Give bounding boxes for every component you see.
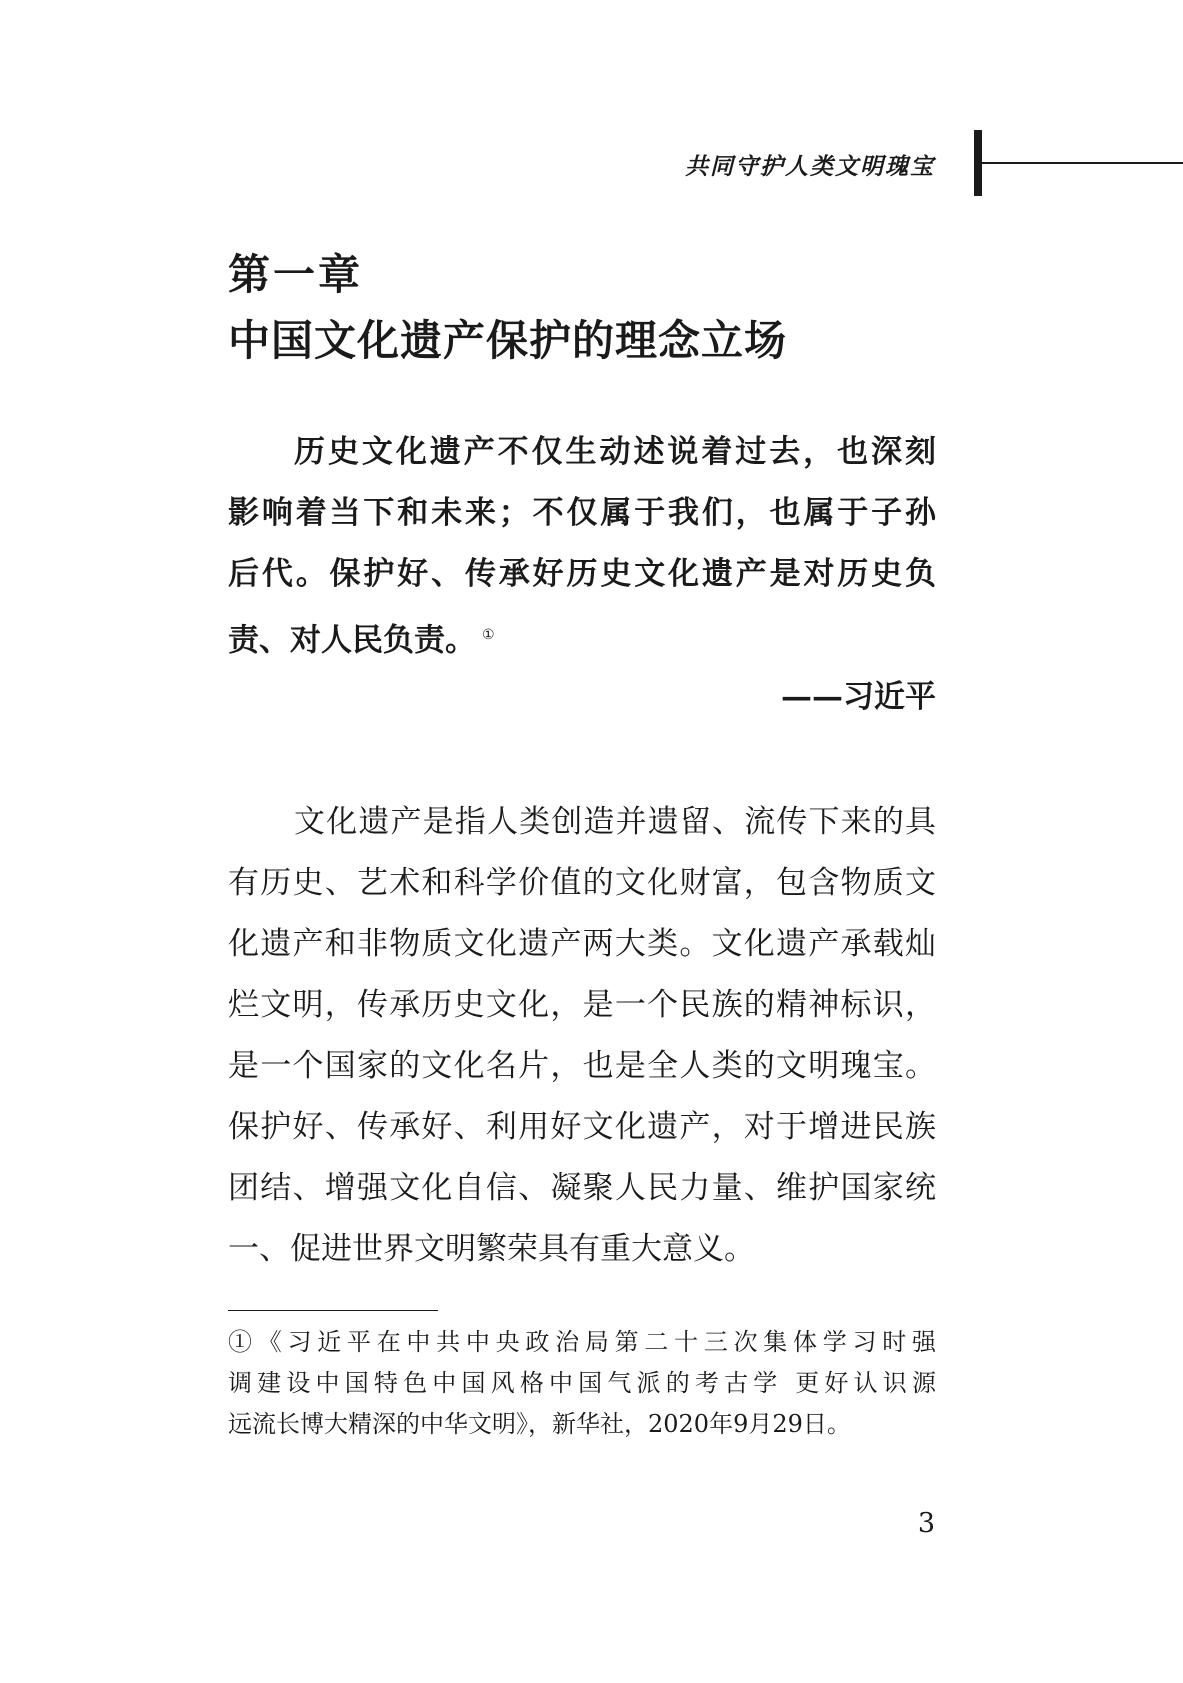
body-line: 有历史、艺术和科学价值的文化财富，包含物质文 [228, 865, 936, 901]
epigraph-line: 历史文化遗产不仅生动述说着过去，也深刻 [294, 434, 936, 470]
running-head: 共同守护人类文明瑰宝 [685, 154, 935, 180]
epigraph-attribution: ——习近平 [781, 679, 936, 715]
body-line: 保护好、传承好、利用好文化遗产，对于增进民族 [228, 1109, 936, 1145]
chapter-title: 中国文化遗产保护的理念立场 [228, 316, 788, 365]
body-line: 文化遗产是指人类创造并遗留、流传下来的具 [294, 804, 936, 840]
epigraph-line-text: 责、对人民负责。 [228, 622, 476, 659]
chapter-label: 第一章 [228, 250, 364, 299]
header-rule [982, 162, 1183, 164]
body-line: 化遗产和非物质文化遗产两大类。文化遗产承载灿 [228, 926, 936, 962]
epigraph-line [228, 605, 936, 666]
footnote [228, 1322, 936, 1445]
body-line: 一、促进世界文明繁荣具有重大意义。 [228, 1231, 755, 1267]
body-line: 是一个国家的文化名片，也是全人类的文明瑰宝。 [228, 1048, 936, 1084]
body-line: 烂文明，传承历史文化，是一个民族的精神标识， [228, 987, 936, 1023]
body-line: 团结、增强文化自信、凝聚人民力量、维护国家统 [228, 1170, 936, 1206]
epigraph [228, 422, 936, 666]
header-bar-decoration [974, 130, 982, 196]
footnote-line: 调建设中国特色中国风格中国气派的考古学 更好认识源 [228, 1369, 936, 1397]
footnote-line: 远流长博大精深的中华文明》，新华社，2020年9月29日。 [228, 1410, 851, 1438]
body-paragraph [228, 792, 936, 1280]
footnote-line: ①《习近平在中共中央政治局第二十三次集体学习时强 [228, 1328, 936, 1356]
footnote-divider [228, 1310, 438, 1311]
footnote-reference[interactable]: ① [482, 627, 495, 643]
epigraph-line: 影响着当下和未来；不仅属于我们，也属于子孙 [228, 495, 936, 531]
page-number: 3 [917, 1508, 935, 1539]
epigraph-line: 后代。保护好、传承好历史文化遗产是对历史负 [228, 556, 936, 592]
